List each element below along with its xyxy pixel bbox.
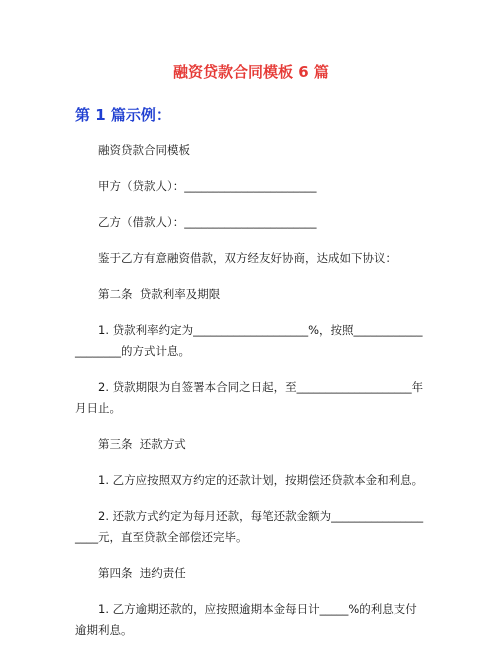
paragraph-preamble: 鉴于乙方有意融资借款，双方经友好协商，达成如下协议： (98, 251, 397, 265)
clause-heading-2: 第二条 贷款利率及期限 (98, 287, 221, 301)
clause-2-item-1: 1. 贷款利率约定为____________________%，按照____________________的方式计息。 (75, 323, 423, 358)
clause-heading-3: 第三条 还款方式 (98, 437, 186, 451)
paragraph-party-a: 甲方（贷款人）：_______________________ (98, 179, 317, 193)
paragraph-contract-name: 融资贷款合同模板 (98, 143, 190, 157)
document-title: 融资贷款合同模板 6 篇 (173, 63, 329, 81)
clause-3-item-2: 2. 还款方式约定为每月还款，每笔还款金额为____________________元，直至贷款全部偿还完毕。 (75, 509, 424, 544)
section-heading: 第 1 篇示例： (75, 106, 171, 124)
clause-heading-4: 第四条 违约责任 (98, 566, 186, 580)
clause-3-item-1: 1. 乙方应按照双方约定的还款计划，按期偿还贷款本金和利息。 (98, 473, 424, 487)
paragraph-party-b: 乙方（借款人）：_______________________ (98, 215, 317, 229)
clause-2-item-2: 2. 贷款期限为自签署本合同之日起，至____________________年月日止。 (75, 380, 424, 415)
clause-4-item-1: 1. 乙方逾期还款的，应按照逾期本金每日计_____%的利息支付逾期利息。 (75, 602, 417, 637)
